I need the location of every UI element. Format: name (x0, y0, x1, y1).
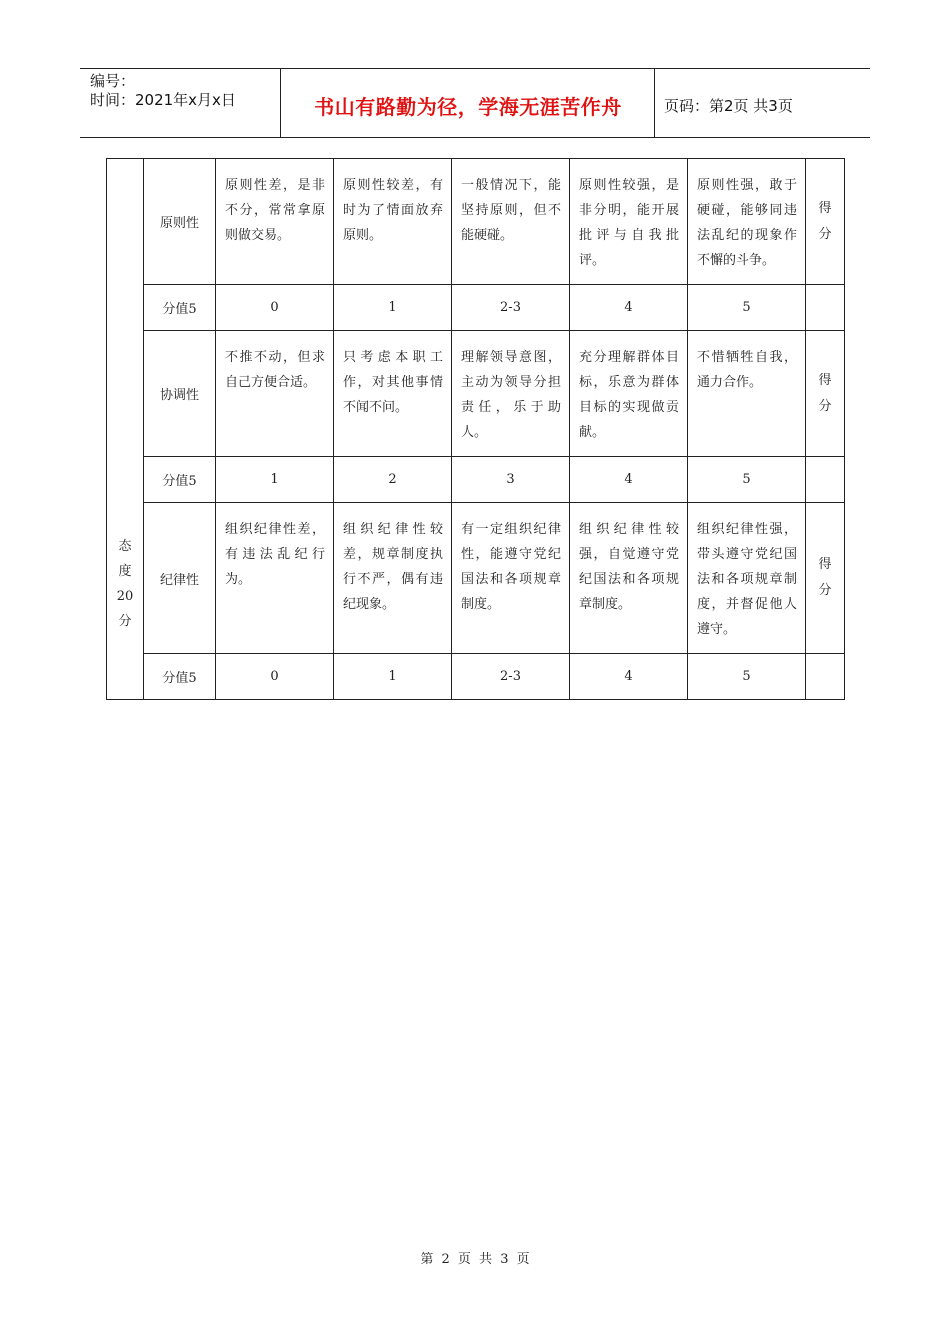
value-cell: 5 (688, 654, 806, 700)
category-cell: 态 度 20 分 (107, 159, 144, 700)
score-input-cell[interactable] (806, 457, 845, 503)
value-cell: 2 (334, 457, 452, 503)
item-name: 纪律性 (144, 503, 216, 654)
description-cell: 组织纪律性较强，自觉遵守党纪国法和各项规章制度。 (570, 503, 688, 654)
number-label: 编号： (90, 72, 136, 90)
description-cell: 一般情况下，能坚持原则，但不能硬碰。 (452, 159, 570, 285)
description-cell: 组织纪律性差，有违法乱纪行为。 (216, 503, 334, 654)
description-cell: 不惜牺牲自我，通力合作。 (688, 331, 806, 457)
value-cell: 5 (688, 457, 806, 503)
time-label: 时间：2021年x月x日 (90, 91, 236, 109)
value-cell: 4 (570, 654, 688, 700)
table-row (107, 457, 845, 503)
description-cell: 原则性较差，有时为了情面放弃原则。 (334, 159, 452, 285)
item-name: 协调性 (144, 331, 216, 457)
description-cell: 有一定组织纪律性，能遵守党纪国法和各项规章制度。 (452, 503, 570, 654)
value-cell: 0 (216, 654, 334, 700)
value-cell: 1 (216, 457, 334, 503)
description-cell: 组织纪律性强，带头遵守党纪国法和各项规章制度，并督促他人遵守。 (688, 503, 806, 654)
value-label: 分值5 (144, 285, 216, 331)
value-label: 分值5 (144, 654, 216, 700)
header-meta (90, 72, 236, 110)
value-cell: 0 (216, 285, 334, 331)
value-cell: 4 (570, 285, 688, 331)
item-name: 原则性 (144, 159, 216, 285)
description-cell: 原则性较强，是非分明，能开展批评与自我批评。 (570, 159, 688, 285)
description-cell: 只考虑本职工作，对其他事情不闻不问。 (334, 331, 452, 457)
score-label-cell: 得 分 (806, 331, 845, 457)
header-divider (280, 69, 281, 137)
score-label-cell: 得 分 (806, 159, 845, 285)
table-row (107, 285, 845, 331)
value-cell: 4 (570, 457, 688, 503)
score-input-cell[interactable] (806, 285, 845, 331)
description-cell: 原则性强，敢于硬碰，能够同违法乱纪的现象作不懈的斗争。 (688, 159, 806, 285)
page-header (80, 68, 870, 138)
description-cell: 理解领导意图，主动为领导分担责任，乐于助人。 (452, 331, 570, 457)
description-cell: 不推不动，但求自己方便合适。 (216, 331, 334, 457)
table-row (107, 331, 845, 457)
header-motto: 书山有路勤为径，学海无涯苦作舟 (314, 95, 622, 119)
value-cell: 1 (334, 285, 452, 331)
table-row (107, 159, 845, 285)
description-cell: 原则性差，是非不分，常常拿原则做交易。 (216, 159, 334, 285)
description-cell: 组织纪律性较差，规章制度执行不严，偶有违纪现象。 (334, 503, 452, 654)
evaluation-table (106, 158, 845, 700)
value-cell: 5 (688, 285, 806, 331)
value-cell: 3 (452, 457, 570, 503)
value-cell: 2-3 (452, 654, 570, 700)
value-label: 分值5 (144, 457, 216, 503)
value-cell: 2-3 (452, 285, 570, 331)
header-page-number: 页码：第2页 共3页 (664, 97, 793, 115)
score-input-cell[interactable] (806, 654, 845, 700)
value-cell: 1 (334, 654, 452, 700)
description-cell: 充分理解群体目标，乐意为群体目标的实现做贡献。 (570, 331, 688, 457)
table-row (107, 654, 845, 700)
score-label-cell: 得 分 (806, 503, 845, 654)
header-divider (654, 69, 655, 137)
page-footer: 第 2 页 共 3 页 (420, 1252, 530, 1267)
table-row (107, 503, 845, 654)
